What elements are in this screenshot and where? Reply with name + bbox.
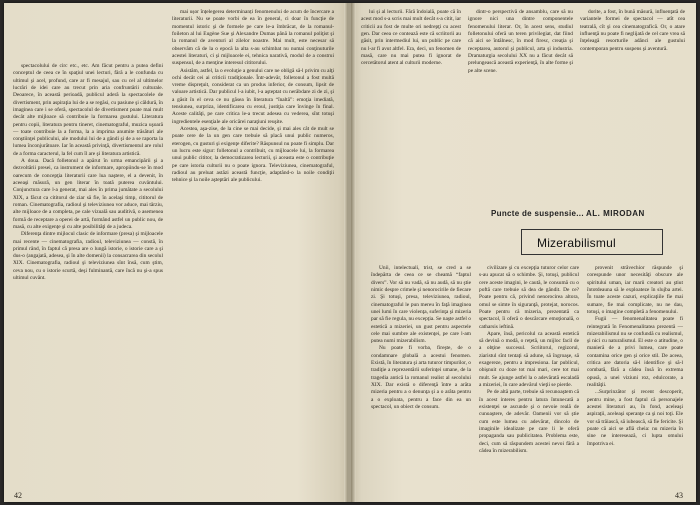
article-author: AL. MIRODAN — [586, 209, 645, 218]
right-page — [351, 3, 696, 502]
article-paragraph: civilizare şi cu excepţia tuturor celor care s-au apucat să o schimbe. Şi, totuşi, publicul cere aceste imagini, le caută, le consumă cu o poftă care trebuie să dea de gândit. De ce? Poate pentru că, privind nenorocirea altora, omul se simte în siguranţă, protejat, norocos. Poate pentru că mizeria, prezentată ca spectacol, îi oferă o descărcare emoţională, o catharsis ieftină. — [479, 265, 579, 330]
page-number-right: 43 — [675, 491, 683, 500]
paragraph: Acestea, aşa-zise, de la cine se mai decide, şi mai ales cât de mult se poate cere de la un gen care trebuie să placă unui public numeros, eterogen, cu gusturi şi exigenţe diferite? Răspunsul nu poate fi simplu. Dar un lucru este sigur: folletonul a contribuit, cu mijloacele lui, la formarea unui public cititor, la democratizarea lecturii, şi aceasta este o contribuţie pe care istoria culturii nu o poate ignora. Televiziunea, cinematograful, radioul au preluat astăzi această funcţie, adaptând-o la noile condiţii tehnice şi la noile aşteptări ale publicului. — [172, 126, 334, 184]
paragraph: Asistăm, astfel, la o evoluţie a genului care ne obligă să-l privim cu alţi ochi decât cei ai criticii tradiţionale. Într-adevăr, folletonul a fost multă vreme dispreţuit, considerat ca un produs inferior, de consum, lipsit de valoare artistică. Dar publicul l-a iubit, l-a aşteptat cu nerăbdare zi de zi, şi a găsit în el ceva ce nu găsea în literatura “înaltă”: emoţia imediată, tensiunea, surpriza, identificarea cu eroul, justiţia care învinge în final. Aceste calităţi, pe care critica le-a trecut adesea cu vederea, sînt totuşi ingredientele esenţiale ale oricărei naraţiuni reuşite. — [172, 67, 334, 125]
article-paragraph: Fugii — fenomenalitatea poate fi reintegrată în Fenomenalitatea prezentă — mizerabilismul nu se confundă cu realismul, şi nici cu naturalismul. El este o atitudine, o manieră de a privi lumea, care poate contamina orice gen şi orice stil. De aceea, critica are datoria să-l identifice şi să-l combată, fără a cădea însă în extrema opusă, a unei viziuni roz, edulcorate, a realităţii. — [587, 316, 683, 388]
left-page — [4, 3, 349, 502]
left-column-2 — [172, 9, 334, 488]
right-top-column-2 — [468, 9, 573, 79]
paragraph: mai ușor înțelegerea determinanți fenomenului de acum de încercare a literaturii. Nu se poate vorbi de ea în general, ci doar în funcţie de momentul istoric şi de formele pe care le-a îmbrăcat, de la romanul-foileton al lui Eugène Sue şi Alexandre Dumas până la romanul poliţist şi la romanul de aventuri al zilelor noastre. Mai mult, este necesar să observăm că de la o epocă la alta s-au schimbat nu numai conţinuturile acestei literaturi, ci şi mijloacele ei, tehnica narativă, modul de a construi suspensul, de a menţine interesul cititorului. — [172, 9, 334, 67]
section-title: Puncte de suspensie... — [491, 209, 584, 218]
article-paragraph: Unii, intelectuali, trist, se cred a se îndepărta de ceea ce se cheamă “faptul divers”. Vor să nu vadă, să nu audă, să nu ştie nimic despre crimele şi nenorocirile de fiecare zi. Şi totuşi, presa, televiziunea, radioul, cinematograful le pun mereu în faţă imaginea unei lumi în care violenţa, suferinţa şi mizeria par să fie regula, nu excepţia. Se naşte astfel o estetică a mizeriei, un gust pentru aspectele cele mai sumbre ale existenţei, pe care l-am putea numi mizerabilism. — [371, 265, 471, 345]
left-column-1 — [13, 63, 163, 488]
paragraph: dintr-o perspectivă de ansamblu, care să nu ignore nici una dintre componentele fenomenului literar. Or, în acest sens, studiul folletonului oferă un teren privilegiat, dat fiind că aici se întâlnesc, în mod firesc, creaţia şi receptarea, autorul şi publicul, arta şi industria. Dramaturgia secolului XX nu a făcut decât să prelungească această experienţă, în alte forme şi pe alte scene. — [468, 9, 573, 74]
article-title: Mizerabilismul — [537, 236, 616, 250]
article-column-2 — [479, 265, 579, 490]
article-column-1 — [371, 265, 471, 490]
article-paragraph: Apare, însă, pericolul ca această estetică să devină o modă, o reţetă, un mijloc facil de a obţine succesul. Scriitorul, regizorul, ziaristul sînt tentaţi să adune, să îngroaşe, să exagereze, pentru a impresiona. Iar publicul, obişnuit cu doze tot mai mari, cere tot mai mult. Se ajunge astfel la o adevărată escaladă a mizeriei, în care adevărul vieţii se pierde. — [479, 330, 579, 388]
article-paragraph: Nu poate fi vorba, fireşte, de o condamnare globală a acestui fenomen. Există, în literatura şi arta tuturor timpurilor, o tradiţie a reprezentării suferinţei umane, de la tragedia antică la romanul realist al secolului XIX. Dar există o diferenţă între a arăta mizeria pentru a o denunţa şi a o arăta pentru a o exploata, pentru a face din ea un spectacol, un obiect de consum. — [371, 345, 471, 410]
paragraph: dorite, a fost, în bună măsură, influenţată de variantele formei de spectacol — atît cea teatrală, cît şi cea cinematografică. Or, o atare influenţă nu poate fi neglijată de cel care vrea să înţeleagă resorturile adânci ale gustului contemporan pentru suspens şi aventură. — [580, 9, 685, 52]
article-paragraph: Pe de altă parte, trebuie să recunoaştem că în acest interes pentru latura întunecată a existenţei se ascunde şi o nevoie reală de cunoaştere, de adevăr. Oamenii vor să ştie cum este lumea cu adevărat, dincolo de imaginile idealizate pe care li le oferă propaganda sau publicitatea. Problema este, deci, cum să răspundem acestei nevoi fără a cădea în mizerabilism. — [479, 389, 579, 454]
article-paragraph: provenit străvechior răspunde şi corespunde unor necesităţi obscure ale spiritului uman, iar marii creatori au ştiut întotdeauna să le exploateze în slujba artei. În toate aceste cazuri, explicaţiile fie mai sumare, fie mai complicate, nu ne dau, totuşi, o imagine completă a fenomenului. — [587, 265, 683, 315]
page-number-left: 42 — [14, 491, 22, 500]
binding-shadow — [351, 3, 356, 502]
book-spread — [4, 3, 696, 502]
paragraph: A doua. Dacă folletonul a apărut în urma emancipării şi a dezvoltării presei, ca instrument de informare, apropiindu-se în mod oarecum de concepţia literaturii care lua naştere, el a devenit, în aceeaşi măsură, un gen literar în toată puterea cuvântului. Conjunctura care l-a generat, mai ales în prima jumătate a secolului XIX, a făcut ca cititorul de ziar să fie, în acelaşi timp, cititorul de roman. Cinematografia, radioul şi televiziunea vor aduce, mai târziu, alte mijloace de a completa, pe cale vizuală sau auditivă, o asemenea formă de receptare a operei de artă, formând astfel un public nou, de masă, cu alte exigenţe şi cu alte posibilităţi de a judeca. — [13, 158, 163, 230]
right-top-column-3 — [580, 9, 685, 79]
article-paragraph: ...Surprinzător şi recent descoperit, pentru mine, a fost faptul că personajele acestei literaturi au, în fond, aceleaşi aspiraţii, aceleaşi speranţe ca şi noi toţi. Ele vor să trăiască, să iubească, să fie fericite. Şi poate că aici se află cheia: nu mizeria în sine ne interesează, ci lupta omului împotriva ei. — [587, 389, 683, 447]
paragraph: lui și al lecturii. Fără îndoială, poate că în acest mod s-a scris mai mult decât s-a citit, iar criticii au fost de multe ori nedrepţi cu acest gen. Dar ceea ce contează este că scriitorii au găsit, prin intermediul lui, un public pe care nu l-ar fi avut altfel. Era, deci, un fenomen de masă, care nu mai putea fi ignorat de cercetătorul atent al culturii moderne. — [361, 9, 461, 67]
paragraph: Diferenţa dintre mijlocul clasic de informare (presa) şi mijloacele mai recente — cinematografia, radioul, televiziunea — constă, în primul rând, în faptul că presa are o lungă istorie, o istorie care a şi dus-o (angajată, adesea, şi în alte domenii) la consacrarea din secolul XIX. Cinematografia, radioul şi televiziunea sînt însă, cum ştim, ceva nou, cu o istorie scurtă, deşi fulminantă, care încă nu şi-a spus ultimul cuvânt. — [13, 231, 163, 282]
right-top-column-1 — [361, 9, 461, 79]
article-column-3 — [587, 265, 683, 490]
paragraph: spectacolului de circ etc., etc. Am făcut pentru a putea defini conceptul de ceea ce în spaţiul unei lecturi, fără a le confunda cu ultimul şi acel, profund, care ar fi mesajul, sau cu cel al ultimelor lucrări de idei care au trecut prin aria confruntării culturale. Deoarece, în această perioadă, publicul aderă la spectacolele de divertisment, prin aspiraţia lui de a se regăsi, cu pasiune şi căldură, în imaginea care i se oferă, spectacolul de divertisment poate mai mult decât alte mijloace să contribuie la formarea gustului. Literatura pentru copii, literatura pentru tineret, cinematograful, muzica uşoară — toate contribuie la a forma, la a imprima anumite trăsături ale conştiinţei publicului, ale modului lui de a gândi şi de a se raporta la lumea înconjurătoare. Iar în această privinţă, divertismentul are rolul de a forma caracterul, la fel cum îl are şi literatura artistică. — [13, 63, 163, 157]
